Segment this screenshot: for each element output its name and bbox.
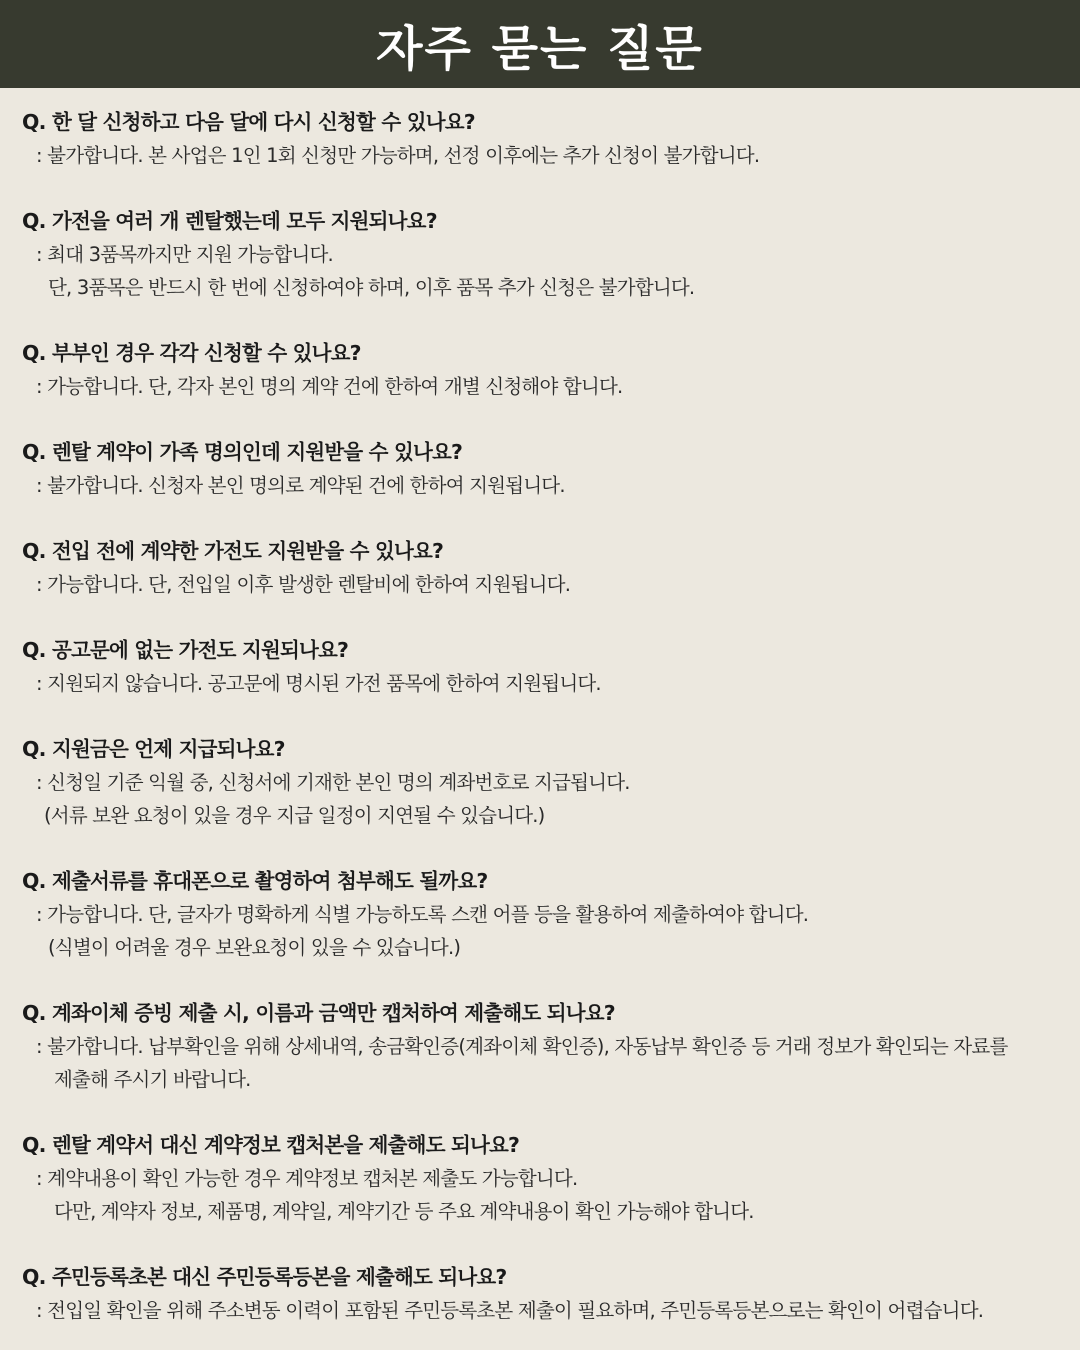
- faq-item: [22, 997, 1067, 1096]
- faq-question: Q. 렌탈 계약이 가족 명의인데 지원받을 수 있나요?: [22, 440, 463, 464]
- faq-answer-line: (식별이 어려울 경우 보완요청이 있을 수 있습니다.): [48, 936, 461, 959]
- faq-answer-line: : 가능합니다. 단, 글자가 명확하게 식별 가능하도록 스캔 어플 등을 활용하여 제출하여야 합니다.: [36, 903, 809, 926]
- faq-item: [22, 1129, 1067, 1228]
- faq-answer-line: : 최대 3품목까지만 지원 가능합니다.: [36, 243, 333, 266]
- faq-item: [22, 865, 1067, 964]
- faq-answer-line: : 가능합니다. 단, 각자 본인 명의 계약 건에 한하여 개별 신청해야 합니다.: [36, 375, 623, 398]
- faq-item: [22, 1261, 1067, 1327]
- faq-item: [22, 205, 1067, 304]
- faq-answer-line: : 불가합니다. 납부확인을 위해 상세내역, 송금확인증(계좌이체 확인증), 자동납부 확인증 등 거래 정보가 확인되는 자료를: [36, 1035, 1008, 1058]
- faq-item: [22, 106, 1067, 172]
- faq-question: Q. 공고문에 없는 가전도 지원되나요?: [22, 638, 349, 662]
- faq-item: [22, 337, 1067, 403]
- faq-question: Q. 주민등록초본 대신 주민등록등본을 제출해도 되나요?: [22, 1265, 507, 1289]
- faq-answer-line: : 지원되지 않습니다. 공고문에 명시된 가전 품목에 한하여 지원됩니다.: [36, 672, 601, 695]
- faq-item: [22, 436, 1067, 502]
- faq-answer-line: 단, 3품목은 반드시 한 번에 신청하여야 하며, 이후 품목 추가 신청은 불가합니다.: [48, 276, 695, 299]
- faq-item: [22, 733, 1067, 832]
- faq-answer-line: 다만, 계약자 정보, 제품명, 계약일, 계약기간 등 주요 계약내용이 확인 가능해야 합니다.: [54, 1200, 754, 1223]
- page-title: 자주 묻는 질문: [376, 20, 704, 77]
- faq-answer-line: : 가능합니다. 단, 전입일 이후 발생한 렌탈비에 한하여 지원됩니다.: [36, 573, 571, 596]
- faq-answer-line: : 불가합니다. 신청자 본인 명의로 계약된 건에 한하여 지원됩니다.: [36, 474, 565, 497]
- faq-answer-line: 제출해 주시기 바랍니다.: [54, 1068, 251, 1091]
- faq-item: [22, 634, 1067, 700]
- faq-question: Q. 한 달 신청하고 다음 달에 다시 신청할 수 있나요?: [22, 110, 475, 134]
- faq-question: Q. 렌탈 계약서 대신 계약정보 캡처본을 제출해도 되나요?: [22, 1133, 520, 1157]
- faq-answer-line: : 신청일 기준 익월 중, 신청서에 기재한 본인 명의 계좌번호로 지급됩니다.: [36, 771, 630, 794]
- page-header: [0, 0, 1080, 88]
- faq-item: [22, 535, 1067, 601]
- faq-answer-line: : 계약내용이 확인 가능한 경우 계약정보 캡처본 제출도 가능합니다.: [36, 1167, 578, 1190]
- faq-question: Q. 가전을 여러 개 렌탈했는데 모두 지원되나요?: [22, 209, 437, 233]
- faq-answer-line: (서류 보완 요청이 있을 경우 지급 일정이 지연될 수 있습니다.): [44, 804, 545, 827]
- faq-question: Q. 계좌이체 증빙 제출 시, 이름과 금액만 캡처하여 제출해도 되나요?: [22, 1001, 615, 1025]
- faq-question: Q. 제출서류를 휴대폰으로 촬영하여 첨부해도 될까요?: [22, 869, 488, 893]
- faq-answer-line: : 불가합니다. 본 사업은 1인 1회 신청만 가능하며, 선정 이후에는 추가 신청이 불가합니다.: [36, 144, 760, 167]
- faq-question: Q. 전입 전에 계약한 가전도 지원받을 수 있나요?: [22, 539, 444, 563]
- faq-answer-line: : 전입일 확인을 위해 주소변동 이력이 포함된 주민등록초본 제출이 필요하며, 주민등록등본으로는 확인이 어렵습니다.: [36, 1299, 984, 1322]
- faq-question: Q. 지원금은 언제 지급되나요?: [22, 737, 285, 761]
- faq-question: Q. 부부인 경우 각각 신청할 수 있나요?: [22, 341, 361, 365]
